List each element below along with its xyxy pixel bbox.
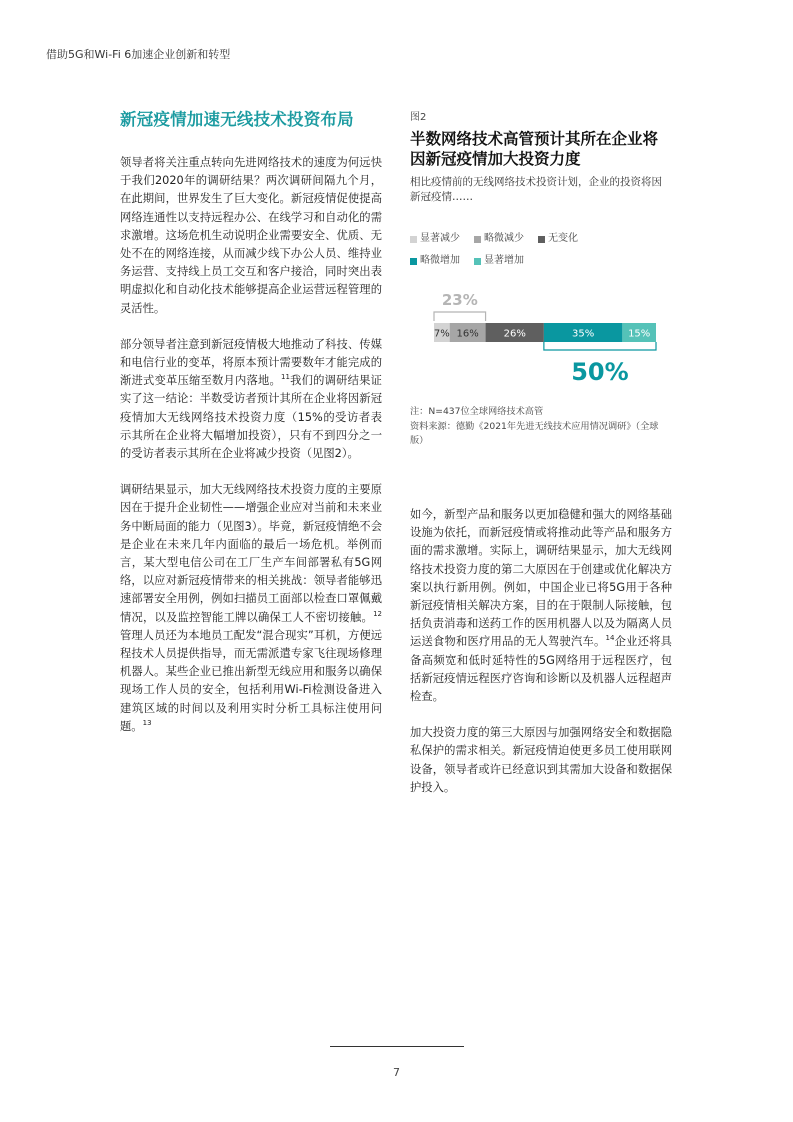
annotation-bracket <box>544 342 656 350</box>
legend-row <box>410 253 672 269</box>
bar-value-label: 7% <box>433 328 450 340</box>
legend-row <box>410 231 672 247</box>
page-number: 7 <box>393 1066 400 1079</box>
text-run: 部分领导者注意到新冠疫情极大地推动了科技、传媒和电信行业的变革，将原本预计需要数年才能完成的渐进式变革压缩至数月内落地。 <box>120 337 382 388</box>
legend-swatch <box>474 258 481 265</box>
bar-value-label: 16% <box>456 328 479 340</box>
figure-label: 图2 <box>410 112 427 123</box>
annotation-bracket <box>434 312 486 321</box>
footer-rule <box>330 1046 464 1047</box>
legend-label: 显著增加 <box>484 255 524 266</box>
legend-label: 无变化 <box>548 233 578 244</box>
annotation-total-label: 50% <box>571 358 629 386</box>
bar-value-label: 35% <box>572 328 595 340</box>
body-paragraph: 加大投资力度的第三大原因与加强网络安全和数据隐私保护的需求相关。新冠疫情迫使更多员工使用联网设备，领导者或许已经意识到其需加大设备和数据保护投入。 <box>410 726 672 794</box>
stacked-bar-chart <box>410 279 672 399</box>
chart-legend <box>410 231 672 269</box>
figure-subtitle: 相比疫情前的无线网络技术投资计划，企业的投资将因新冠疫情…… <box>410 176 662 203</box>
legend-item <box>410 231 460 247</box>
footnote-ref: 13 <box>142 719 152 728</box>
legend-item <box>474 231 524 247</box>
figure-note: 注：N=437位全球网络技术高管 <box>410 406 544 417</box>
section-title: 新冠疫情加速无线技术投资布局 <box>120 110 354 129</box>
bar-value-label: 15% <box>628 328 651 340</box>
figure-notes <box>410 405 672 449</box>
figure-source: 资料来源：德勤《2021年先进无线技术应用情况调研》（全球版） <box>410 420 659 446</box>
text-run: 管理人员还为本地员工配发“混合现实”耳机，方便远程技术人员提供指导，而无需派遣专家飞往现场修理机器人。某些企业已推出新型无线应用和服务以确保现场工作人员的安全，包括利用Wi-Fi检测设备进入建筑区域的时间以及利用实时分析工具标注使用问题。 <box>120 628 382 733</box>
legend-label: 略微减少 <box>484 233 524 244</box>
legend-swatch <box>474 236 481 243</box>
legend-label: 显著减少 <box>420 233 460 244</box>
right-body <box>410 506 672 815</box>
body-paragraph <box>120 481 382 736</box>
footnote-ref: 11 <box>281 373 290 382</box>
legend-swatch <box>410 258 417 265</box>
figure-title: 半数网络技术高管预计其所在企业将因新冠疫情加大投资力度 <box>410 130 659 168</box>
body-paragraph <box>120 336 382 463</box>
body-paragraph: 领导者将关注重点转向先进网络技术的速度为何远快于我们2020年的调研结果？两次调研间隔九个月，在此期间，世界发生了巨大变化。新冠疫情促使提高网络连通性以支持远程办公、在线学习和自动化的需求激增。这场危机生动说明企业需要安全、优质、无处不在的网络连接，从而减少线下办公人员、维持业务运营、支持线上员工交互和客户接洽，同时突出表明虚拟化和自动化技术能够提高企业运营远程管理的灵活性。 <box>120 156 382 315</box>
footnote-ref: 12 <box>373 609 382 618</box>
legend-swatch <box>410 236 417 243</box>
text-run: 我们的调研结果证实了这一结论：半数受访者预计其所在企业将因新冠疫情加大无线网络技术投资力度（15%的受访者表示其所在企业将大幅增加投资），只有不到四分之一的受访者表示其所在企业将减少投资（见图2）。 <box>120 374 382 461</box>
legend-label: 略微增加 <box>420 255 460 266</box>
running-header: 借助5G和Wi-Fi 6加速企业创新和转型 <box>46 48 231 61</box>
bar-value-label: 26% <box>503 328 526 340</box>
legend-item <box>474 253 524 269</box>
legend-swatch <box>538 236 545 243</box>
text-run: 企业还将具备高频宽和低时延特性的5G网络用于远程医疗，包括新冠疫情远程医疗咨询和诊断以及机器人远程超声检查。 <box>410 635 672 704</box>
chart-canvas <box>410 279 672 399</box>
text-run: 如今，新型产品和服务以更加稳健和强大的网络基础设施为依托，而新冠疫情或将推动此等产品和服务方面的需求激增。实际上，调研结果显示，加大无线网络技术投资力度的第二大原因在于创建或优化解决方案以执行新用例。例如，中国企业已将5G用于各种新冠疫情相关解决方案，目的在于限制人际接触，包括负责消毒和送药工作的医用机器人以及为隔离人员运送食物和医疗用品的无人驾驶汽车。 <box>410 508 672 649</box>
footnote-ref: 14 <box>605 634 615 643</box>
left-column <box>120 108 382 754</box>
text-run: 调研结果显示，加大无线网络技术投资力度的主要原因在于提升企业韧性——增强企业应对当前和未来业务中断局面的能力（见图3）。毕竟，新冠疫情绝不会是企业在未来几年内面临的最后一场危机。举例而言，某大型电信公司在工厂生产车间部署私有5G网络，以应对新冠疫情带来的相关挑战：领导者能够迅速部署安全用例，例如扫描员工面部以检查口罩佩戴情况，以及监控智能工牌以确保工人不密切接触。 <box>120 483 382 624</box>
figure-block <box>410 108 672 449</box>
legend-item <box>410 253 460 269</box>
legend-item <box>538 231 578 247</box>
body-paragraph <box>410 506 672 706</box>
annotation-total-label: 23% <box>441 291 478 309</box>
